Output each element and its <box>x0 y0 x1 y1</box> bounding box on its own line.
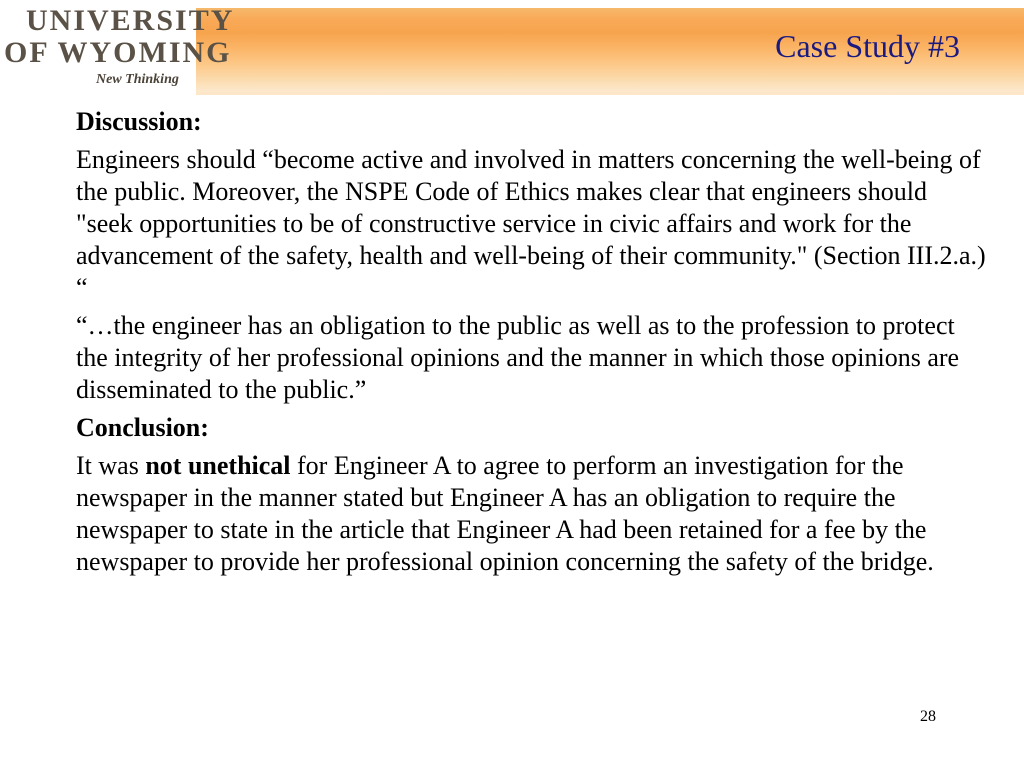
discussion-heading: Discussion: <box>76 107 202 136</box>
conclusion-emphasis: not unethical <box>145 451 291 480</box>
conclusion-paragraph <box>76 450 988 578</box>
conclusion-prefix: It was <box>76 451 146 480</box>
university-logo <box>0 0 235 92</box>
conclusion-heading: Conclusion: <box>76 413 209 442</box>
logo-line1: UNIVERSITY <box>26 4 235 37</box>
slide-content <box>76 106 988 578</box>
logo-tagline: New Thinking <box>96 72 179 87</box>
slide-title: Case Study #3 <box>775 28 960 64</box>
logo-line2: OF WYOMING <box>4 36 232 69</box>
page-number: 28 <box>920 708 936 725</box>
discussion-paragraph-2: “…the engineer has an obligation to the public as well as to the profession to protect the integrity of her professional opinions and the manner in which those opinions are disseminated to the public.” <box>76 311 960 404</box>
discussion-paragraph-1: Engineers should “become active and involved in matters concerning the well-being of the public. Moreover, the NSPE Code of Ethics makes clear that engineers should "seek opportunities to be of constructive service in civic affairs and work for the advancement of the safety, health and well-being of their community." (Section III.2.a.) “ <box>76 145 986 302</box>
conclusion-suffix: for Engineer A to agree to perform an investigation for the newspaper in the manner stated but Engineer A has an obligation to require the newspaper to state in the article that Engineer A had been retained for a fee by the newspaper to provide her professional opinion concerning the safety of the bridge. <box>76 451 934 576</box>
